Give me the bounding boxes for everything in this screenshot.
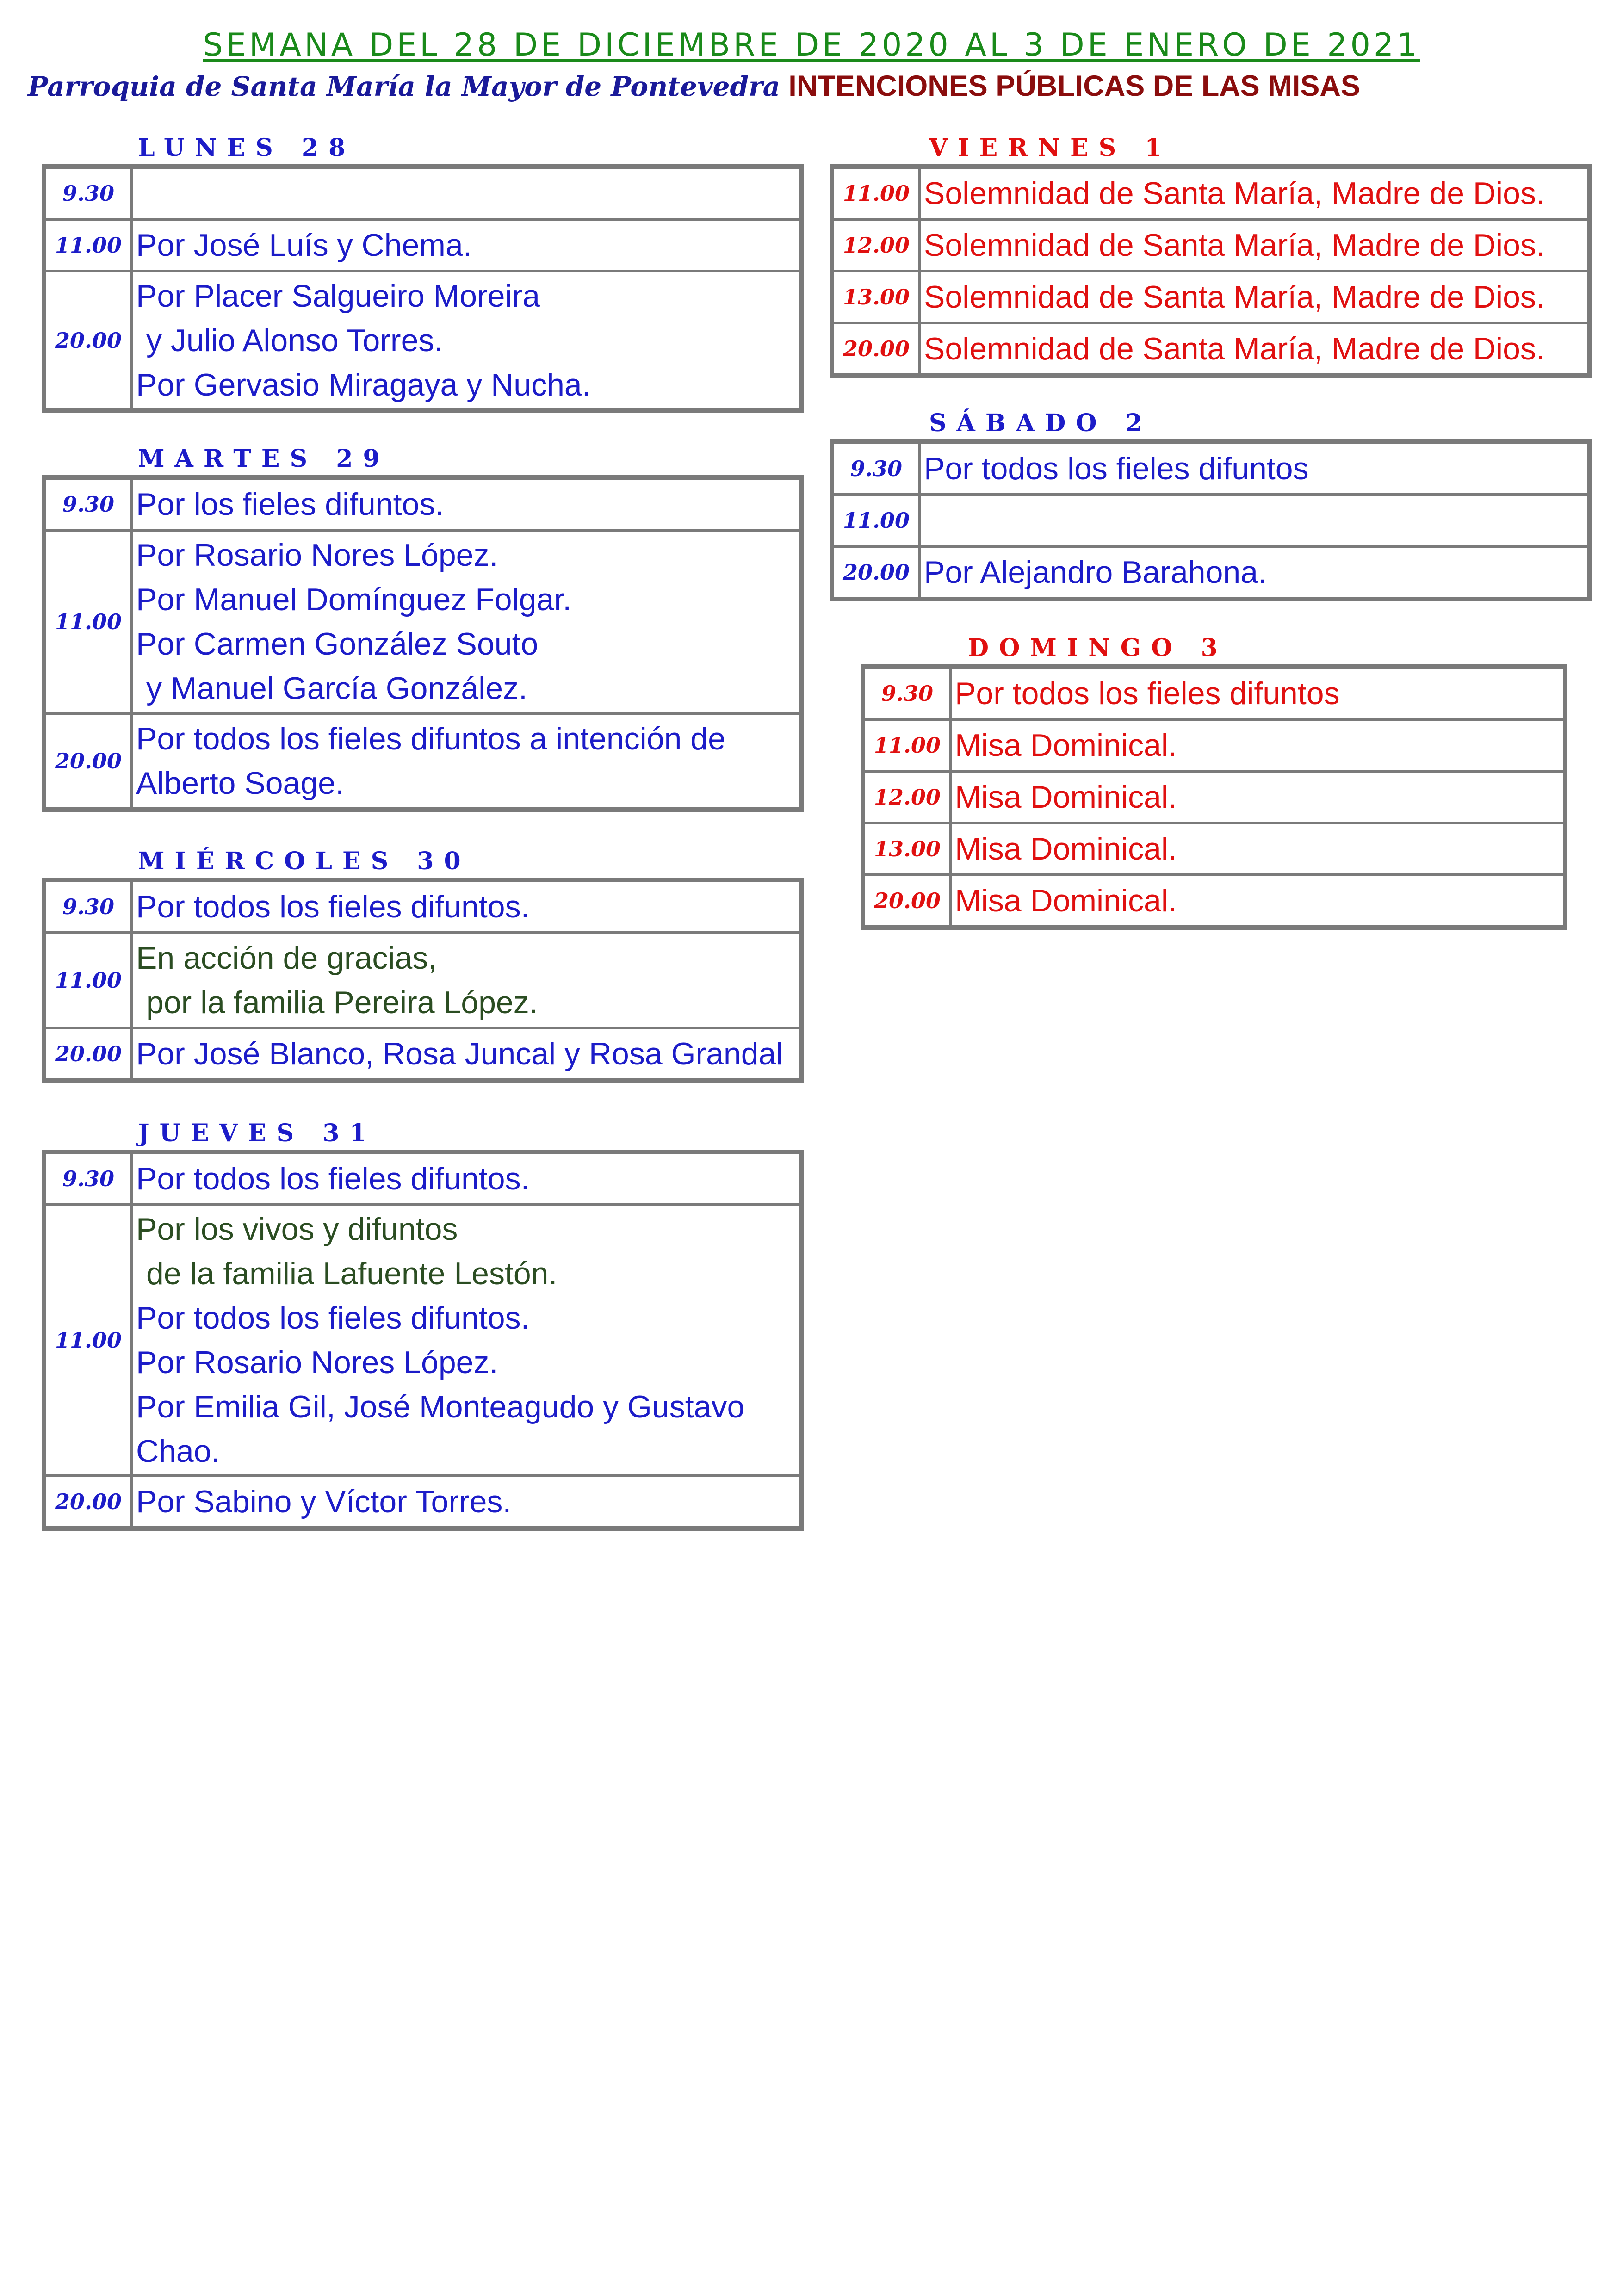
- time-cell: 13.00: [833, 271, 920, 323]
- intention-cell: [132, 1028, 801, 1080]
- day-thursday: [42, 1117, 804, 1531]
- intention-cell: [132, 1205, 801, 1476]
- schedule-table: [42, 475, 804, 812]
- table-row: [833, 443, 1589, 495]
- time-cell: 20.00: [45, 271, 132, 410]
- table-row: [864, 823, 1564, 875]
- table-row: [864, 875, 1564, 927]
- intention-cell: [951, 875, 1564, 927]
- intention-line: Misa Dominical.: [955, 883, 1177, 918]
- schedule-table: [830, 439, 1592, 601]
- week-title: SEMANA DEL 28 DE DICIEMBRE DE 2020 AL 3 DE ENERO DE 2021: [203, 27, 1420, 63]
- table-row: [833, 219, 1589, 271]
- time-cell: 20.00: [45, 1028, 132, 1080]
- intention-line: Por Carmen González Souto: [136, 626, 539, 662]
- intention-line: Por José Blanco, Rosa Juncal y Rosa Grandal: [136, 1036, 783, 1071]
- intention-cell: [132, 271, 801, 410]
- time-cell: 9.30: [45, 478, 132, 530]
- time-cell: 9.30: [45, 167, 132, 219]
- intention-line: y Manuel García González.: [146, 671, 527, 706]
- day-saturday: [830, 407, 1592, 601]
- intention-line: Alberto Soage.: [136, 766, 344, 801]
- intention-cell: [920, 495, 1589, 546]
- table-row: [45, 530, 801, 713]
- intention-cell: [132, 713, 801, 809]
- time-cell: 20.00: [45, 1476, 132, 1528]
- intention-cell: [132, 530, 801, 713]
- time-cell: 20.00: [45, 713, 132, 809]
- schedule-table: [861, 664, 1567, 930]
- table-row: [833, 546, 1589, 598]
- time-cell: 9.30: [833, 443, 920, 495]
- schedule-table: [42, 164, 804, 413]
- schedule-table: [42, 1150, 804, 1531]
- intention-line: y Julio Alonso Torres.: [146, 323, 443, 358]
- intention-line: Por Gervasio Miragaya y Nucha.: [136, 367, 591, 402]
- intention-line: Solemnidad de Santa María, Madre de Dios.: [924, 176, 1545, 211]
- table-row: [45, 1205, 801, 1476]
- day-title: MARTES 29: [138, 445, 390, 473]
- intention-line: Por todos los fieles difuntos: [924, 451, 1309, 486]
- time-cell: 9.30: [45, 1153, 132, 1205]
- intention-cell: [132, 1476, 801, 1528]
- intention-cell: [920, 219, 1589, 271]
- mass-heading: INTENCIONES PÚBLICAS DE LAS MISAS: [788, 70, 1360, 102]
- intention-cell: [920, 323, 1589, 375]
- intention-line: Por todos los fieles difuntos.: [136, 1300, 530, 1336]
- time-cell: 11.00: [45, 1205, 132, 1476]
- schedule-table: [42, 878, 804, 1083]
- intention-cell: [920, 546, 1589, 598]
- intention-cell: [132, 933, 801, 1028]
- intention-line: Por todos los fieles difuntos.: [136, 889, 530, 924]
- intention-cell: [920, 271, 1589, 323]
- intention-line: Solemnidad de Santa María, Madre de Dios.: [924, 331, 1545, 366]
- intention-line: En acción de gracias,: [136, 941, 437, 976]
- intention-cell: [951, 719, 1564, 771]
- day-sunday: [861, 632, 1567, 930]
- table-row: [45, 167, 801, 219]
- table-row: [864, 771, 1564, 823]
- intention-cell: [132, 1153, 801, 1205]
- schedule-table: [830, 164, 1592, 378]
- time-cell: 9.30: [864, 668, 951, 719]
- table-row: [833, 167, 1589, 219]
- intention-line: Por Manuel Domínguez Folgar.: [136, 582, 572, 617]
- table-row: [45, 271, 801, 410]
- table-row: [45, 881, 801, 933]
- time-cell: 11.00: [833, 495, 920, 546]
- parish-name: Parroquia de Santa María la Mayor de Pontevedra: [28, 71, 781, 102]
- day-monday: [42, 132, 804, 413]
- intention-line: Por Rosario Nores López.: [136, 1345, 498, 1380]
- intention-line: Por los vivos y difuntos: [136, 1212, 458, 1247]
- intention-cell: [132, 167, 801, 219]
- intention-line: Solemnidad de Santa María, Madre de Dios.: [924, 228, 1545, 263]
- time-cell: 20.00: [833, 323, 920, 375]
- intention-line: Por todos los fieles difuntos.: [136, 1161, 530, 1196]
- intention-cell: [951, 771, 1564, 823]
- day-friday: [830, 132, 1592, 378]
- table-row: [45, 219, 801, 271]
- intention-cell: [951, 668, 1564, 719]
- intention-line: Por Alejandro Barahona.: [924, 555, 1267, 590]
- time-cell: 13.00: [864, 823, 951, 875]
- time-cell: 11.00: [45, 219, 132, 271]
- table-row: [864, 719, 1564, 771]
- table-row: [45, 478, 801, 530]
- intention-line: Por los fieles difuntos.: [136, 487, 444, 522]
- intention-line: Misa Dominical.: [955, 831, 1177, 866]
- intention-cell: [132, 881, 801, 933]
- intention-line: Por Placer Salgueiro Moreira: [136, 278, 540, 314]
- intention-line: Por Emilia Gil, José Monteagudo y Gustavo: [136, 1389, 745, 1424]
- table-row: [833, 271, 1589, 323]
- time-cell: 12.00: [864, 771, 951, 823]
- day-title: DOMINGO 3: [968, 634, 1228, 662]
- day-title: JUEVES 31: [138, 1119, 377, 1147]
- time-cell: 20.00: [833, 546, 920, 598]
- time-cell: 9.30: [45, 881, 132, 933]
- day-title: VIERNES 1: [929, 134, 1172, 162]
- table-row: [45, 933, 801, 1028]
- intention-line: Solemnidad de Santa María, Madre de Dios.: [924, 279, 1545, 315]
- table-row: [864, 668, 1564, 719]
- intention-line: Misa Dominical.: [955, 780, 1177, 815]
- time-cell: 20.00: [864, 875, 951, 927]
- table-row: [833, 495, 1589, 546]
- subtitle: [28, 69, 1360, 103]
- time-cell: 12.00: [833, 219, 920, 271]
- intention-line: Por José Luís y Chema.: [136, 228, 472, 263]
- day-title: LUNES 28: [138, 134, 356, 162]
- day-title: MIÉRCOLES 30: [138, 847, 471, 875]
- intention-cell: [920, 167, 1589, 219]
- intention-line: por la familia Pereira López.: [146, 985, 538, 1020]
- table-row: [45, 1476, 801, 1528]
- time-cell: 11.00: [45, 933, 132, 1028]
- time-cell: 11.00: [45, 530, 132, 713]
- intention-line: Por Sabino y Víctor Torres.: [136, 1484, 512, 1519]
- intention-cell: [920, 443, 1589, 495]
- day-title: SÁBADO 2: [929, 409, 1152, 437]
- intention-line: Por todos los fieles difuntos a intención de: [136, 721, 725, 756]
- table-row: [45, 1153, 801, 1205]
- intention-line: Por Rosario Nores López.: [136, 538, 498, 573]
- table-row: [45, 713, 801, 809]
- intention-line: Por todos los fieles difuntos: [955, 676, 1340, 711]
- time-cell: 11.00: [864, 719, 951, 771]
- intention-cell: [132, 478, 801, 530]
- table-row: [833, 323, 1589, 375]
- intention-line: Misa Dominical.: [955, 728, 1177, 763]
- day-wednesday: [42, 845, 804, 1083]
- intention-cell: [132, 219, 801, 271]
- intention-line: de la familia Lafuente Lestón.: [146, 1256, 558, 1291]
- intention-cell: [951, 823, 1564, 875]
- day-tuesday: [42, 443, 804, 812]
- time-cell: 11.00: [833, 167, 920, 219]
- intention-line: Chao.: [136, 1434, 220, 1469]
- table-row: [45, 1028, 801, 1080]
